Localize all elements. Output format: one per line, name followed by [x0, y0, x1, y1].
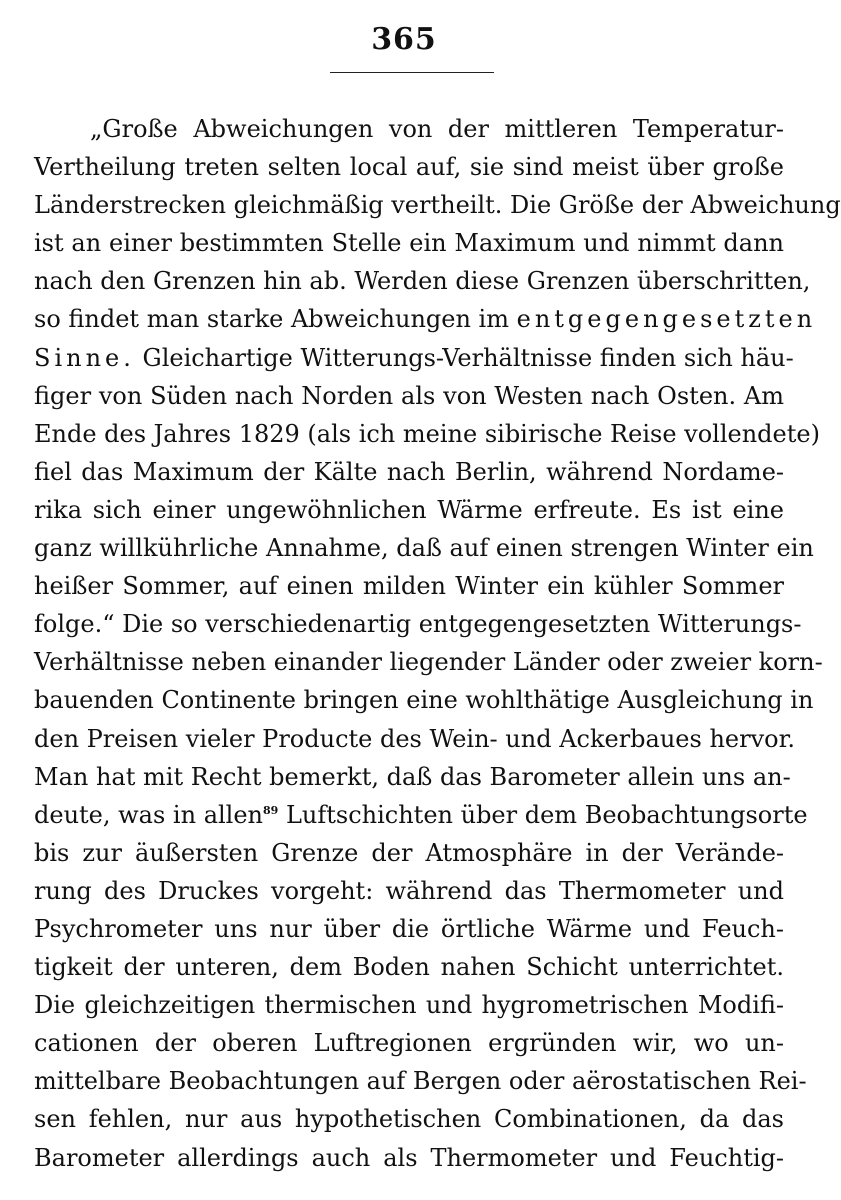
text-line: rung des Druckes vorgeht: während das Thermometer und: [34, 876, 784, 905]
text-line: [34, 300, 817, 338]
text-line: Verhältnisse neben einander liegender Länder oder zweier korn-: [34, 648, 823, 677]
text-line: figer von Süden nach Norden als von Westen nach Osten. Am: [34, 381, 784, 410]
emphasized-word: entgegengesetzten: [516, 305, 817, 334]
text-line: sen fehlen, nur aus hypothetischen Combinationen, da das: [34, 1105, 784, 1134]
text-line: Die gleichzeitigen thermischen und hygrometrischen Modifi-: [34, 991, 784, 1020]
text-line: heißer Sommer, auf einen milden Winter ein kühler Sommer: [34, 572, 784, 601]
header-rule: [330, 72, 494, 73]
text-line: rika sich einer ungewöhnlichen Wärme erfreute. Es ist eine: [34, 495, 784, 524]
text-line: den Preisen vieler Producte des Wein- und Ackerbaues hervor.: [34, 724, 796, 753]
text-line: bis zur äußersten Grenze der Atmosphäre in der Verände-: [34, 838, 784, 867]
body-text: [34, 110, 841, 1177]
footnote-marker: 89: [263, 803, 279, 817]
text-line: ganz willkührliche Annahme, daß auf einen strengen Winter ein: [34, 534, 814, 563]
page-number: 365: [371, 22, 437, 57]
text-segment: so findet man starke Abweichungen im: [34, 305, 509, 334]
text-line: cationen der oberen Luftregionen ergründen wir, wo un-: [34, 1029, 784, 1058]
text-line: Ende des Jahres 1829 (als ich meine sibirische Reise vollendete): [34, 419, 820, 448]
text-line: Länderstrecken gleichmäßig vertheilt. Die Größe der Abweichung: [34, 191, 841, 220]
text-line: nach den Grenzen hin ab. Werden diese Grenzen überschritten,: [34, 267, 811, 296]
text-line: [34, 796, 808, 834]
text-line: folge.“ Die so verschiedenartig entgegengesetzten Witterungs-: [34, 610, 802, 639]
text-segment: Gleichartige Witterungs-Verhältnisse finden sich häu-: [142, 343, 794, 372]
text-line: bauenden Continente bringen eine wohlthätige Ausgleichung in: [34, 686, 814, 715]
text-line: Barometer allerdings auch als Thermometer und Feuchtig-: [34, 1143, 784, 1172]
text-line: „Große Abweichungen von der mittleren Temperatur-: [90, 115, 784, 143]
text-line: Man hat mit Recht bemerkt, daß das Barometer allein uns an-: [34, 762, 791, 791]
text-line: ist an einer bestimmten Stelle ein Maximum und nimmt dann: [34, 229, 784, 258]
text-line: mittelbare Beobachtungen auf Bergen oder aërostatischen Rei-: [34, 1067, 807, 1096]
text-segment: Luftschichten über dem Beobachtungsorte: [285, 800, 808, 829]
text-line: tigkeit der unteren, dem Boden nahen Schicht unterrichtet.: [34, 953, 784, 982]
emphasized-word: Sinne.: [34, 343, 135, 372]
text-line: Vertheilung treten selten local auf, sie sind meist über große: [34, 153, 784, 182]
text-line: [34, 339, 794, 377]
text-line: fiel das Maximum der Kälte nach Berlin, während Nordame-: [34, 457, 784, 486]
text-segment: deute, was in allen: [34, 800, 264, 829]
text-line: Psychrometer uns nur über die örtliche Wärme und Feuch-: [34, 914, 784, 943]
